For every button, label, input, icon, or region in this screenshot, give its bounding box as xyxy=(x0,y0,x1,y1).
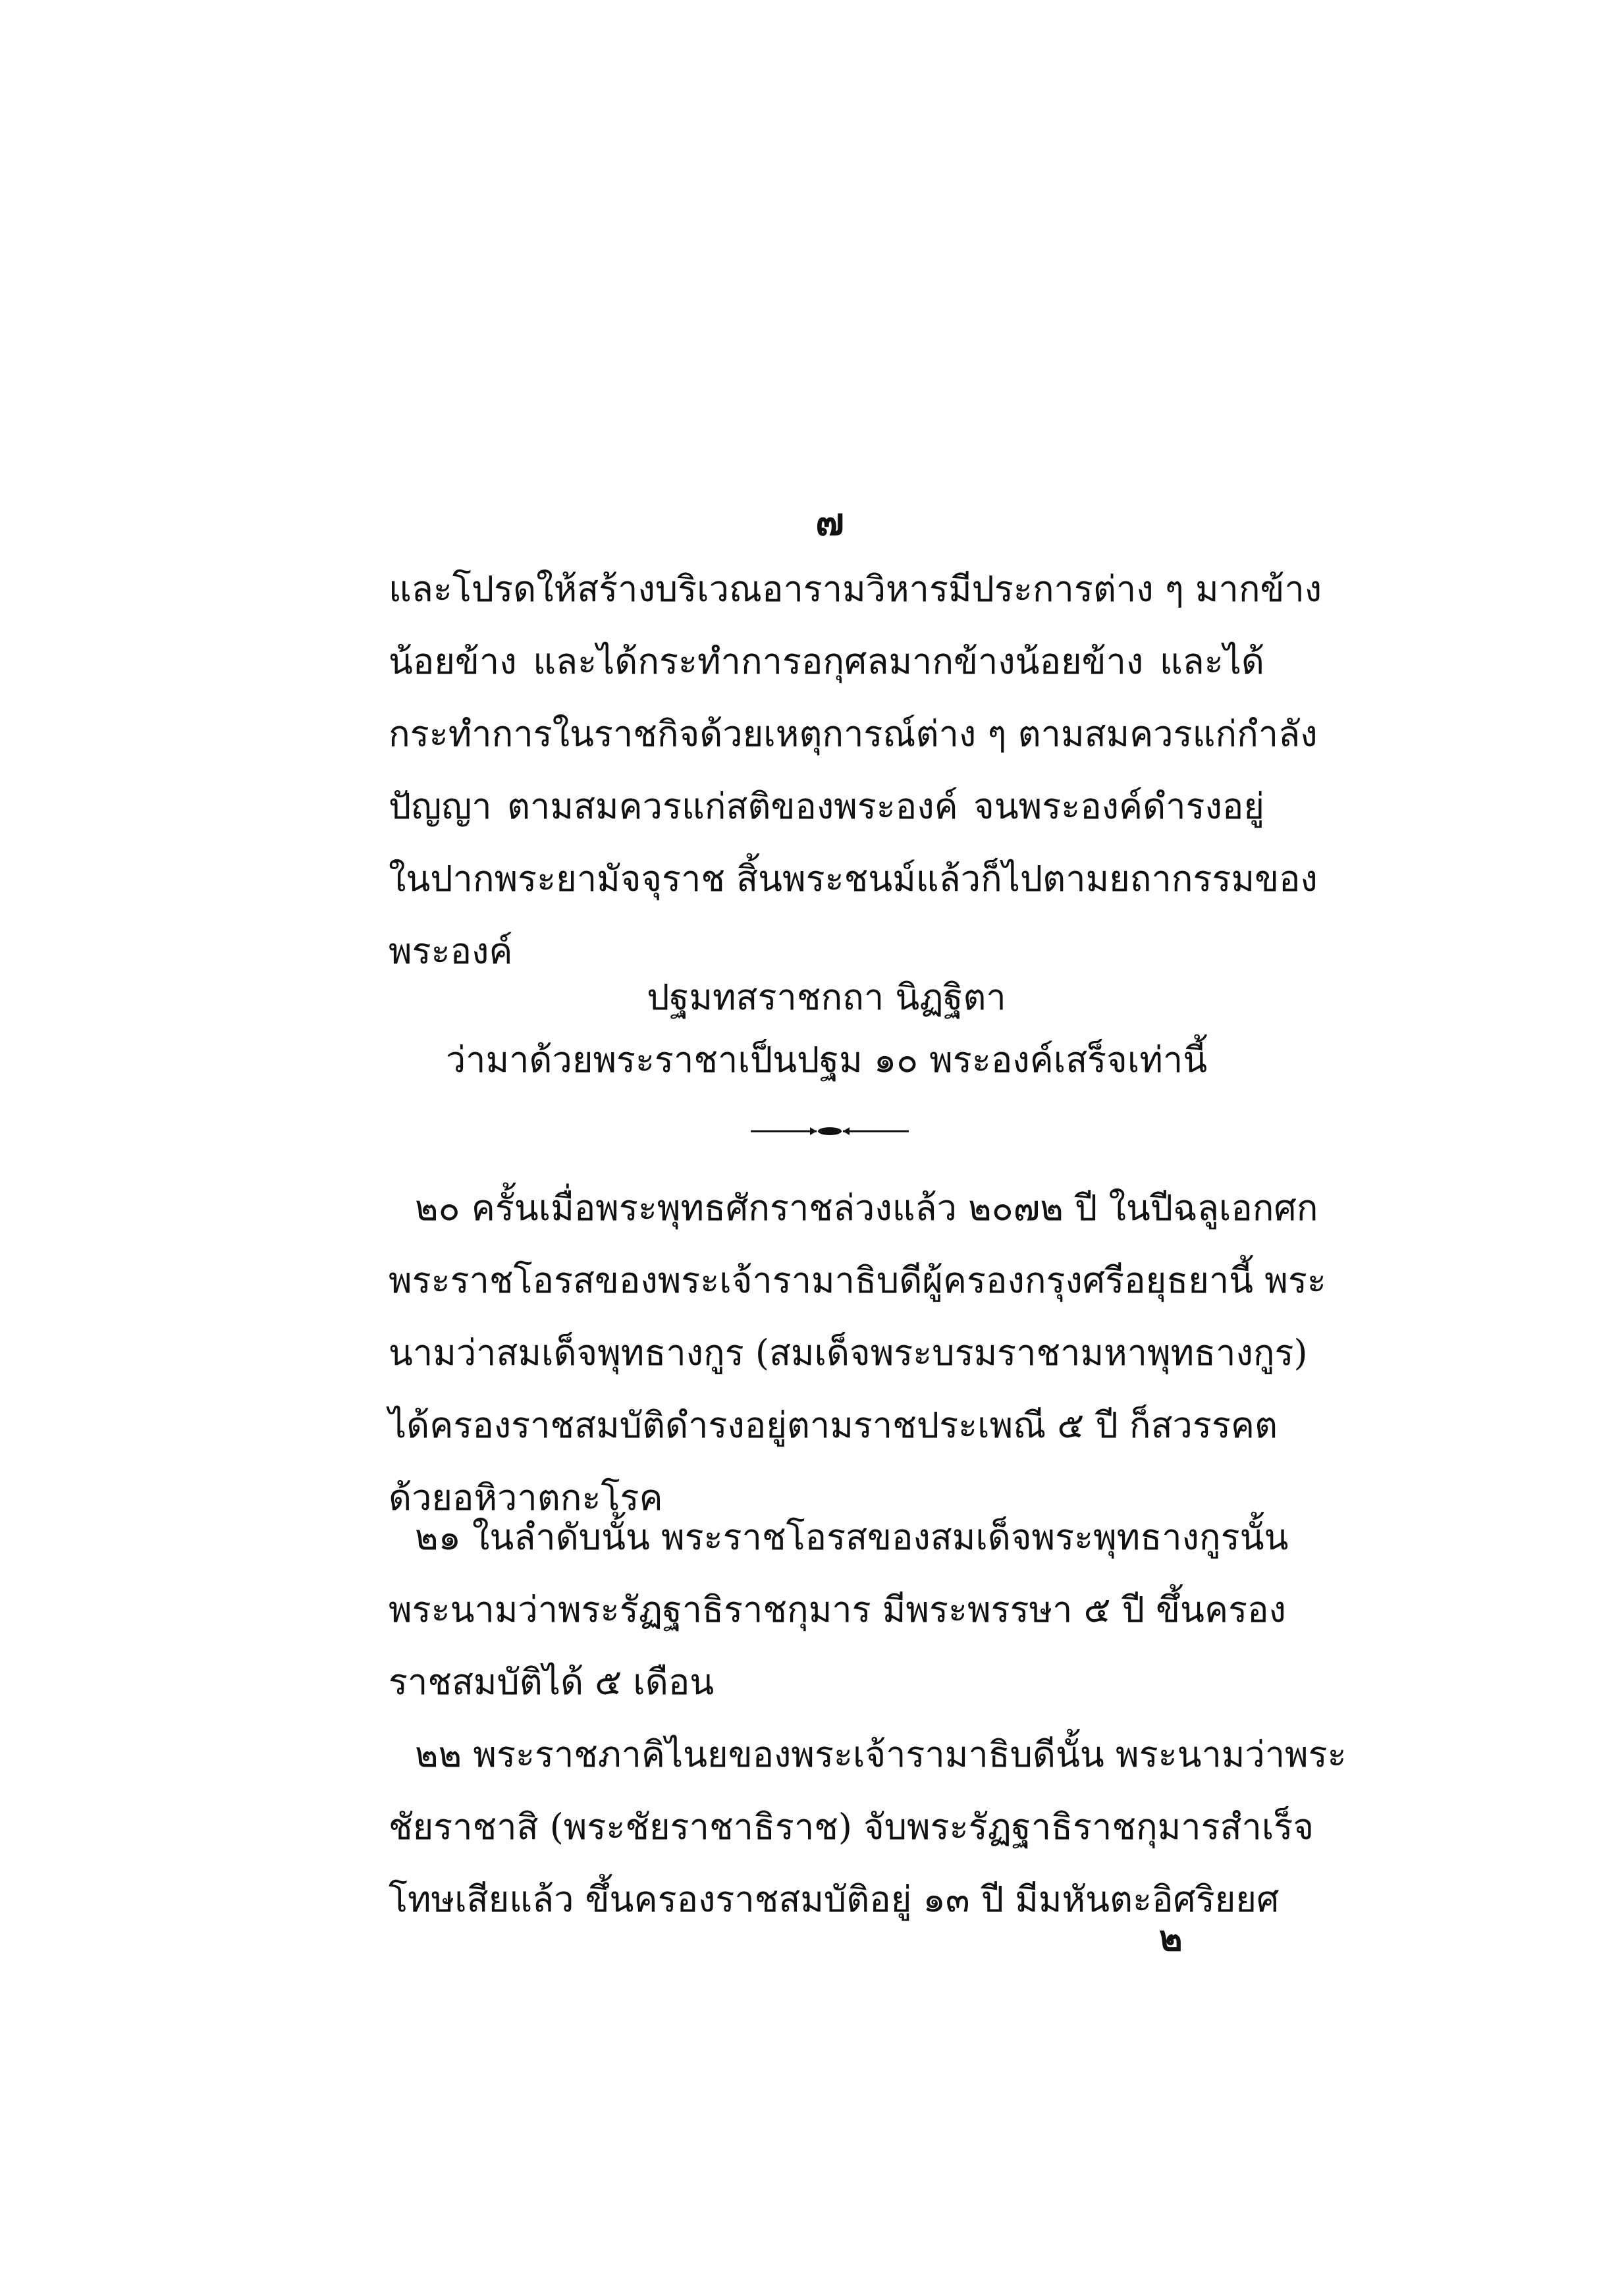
paragraph-intro xyxy=(389,553,1322,988)
text-line: โทษเสียแล้ว ขึ้นครองราชสมบัติอยู่ ๑๓ ปี มีมหันตะอิศริยยศ xyxy=(389,1879,1280,1920)
section-heading: ปฐมทสราชกถา นิฏฐิตา xyxy=(647,976,1006,1018)
text-line: นามว่าสมเด็จพุทธางกูร (สมเด็จพระบรมราชามหาพุทธางกูร) xyxy=(389,1332,1308,1374)
text-line: ราชสมบัติได้ ๕ เดือน xyxy=(389,1661,715,1703)
text-line: น้อยข้าง และได้กระทำการอกุศลมากข้างน้อยข้าง และได้ xyxy=(389,641,1264,682)
text-line: ด้วยอหิวาตกะโรค xyxy=(389,1477,663,1518)
section-subheading: ว่ามาด้วยพระราชาเป็นปฐม ๑๐ พระองค์เสร็จเท่านี้ xyxy=(445,1039,1208,1081)
signature-mark: ๒ xyxy=(1159,1917,1183,1959)
text-line: พระราชโอรสของพระเจ้ารามาธิบดีผู้ครองกรุงศรีอยุธยานี้ พระ xyxy=(389,1260,1326,1301)
text-line: ๒๒ พระราชภาคิไนยของพระเจ้ารามาธิบดีนั้น พระนามว่าพระ xyxy=(415,1734,1347,1775)
text-line: ชัยราชาสิ (พระชัยราชาธิราช) จับพระรัฏฐาธิราชกุมารสำเร็จ xyxy=(389,1806,1314,1848)
text-line: พระนามว่าพระรัฏฐาธิราชกุมาร มีพระพรรษา ๕ ปี ขึ้นครอง xyxy=(389,1589,1286,1630)
page-number: ๗ xyxy=(815,499,844,544)
text-line: ได้ครองราชสมบัติดำรงอยู่ตามราชประเพณี ๕ ปี ก็สวรรคต xyxy=(389,1404,1278,1446)
paragraph-22 xyxy=(389,1719,1347,1936)
text-line: ๒๐ ครั้นเมื่อพระพุทธศักราชล่วงแล้ว ๒๐๗๒ ปี ในปีฉลูเอกศก xyxy=(415,1187,1318,1229)
paragraph-21 xyxy=(389,1501,1289,1719)
text-line: และโปรดให้สร้างบริเวณอารามวิหารมีประการต่าง ๆ มากข้าง xyxy=(389,568,1322,610)
text-line: พระองค์ xyxy=(389,930,513,972)
text-line: ในปากพระยามัจจุราช สิ้นพระชนม์แล้วก็ไปตามยถากรรมของ xyxy=(389,858,1318,899)
text-line: ปัญญา ตามสมควรแก่สติของพระองค์ จนพระองค์ดำรงอยู่ xyxy=(389,786,1264,827)
text-line: กระทำการในราชกิจด้วยเหตุการณ์ต่าง ๆ ตามสมควรแก่กำลัง xyxy=(389,713,1318,755)
paragraph-20 xyxy=(389,1172,1326,1534)
text-line: ๒๑ ในลำดับนั้น พระราชโอรสของสมเด็จพระพุทธางกูรนั้น xyxy=(415,1516,1289,1558)
ornament-divider xyxy=(751,1125,909,1138)
